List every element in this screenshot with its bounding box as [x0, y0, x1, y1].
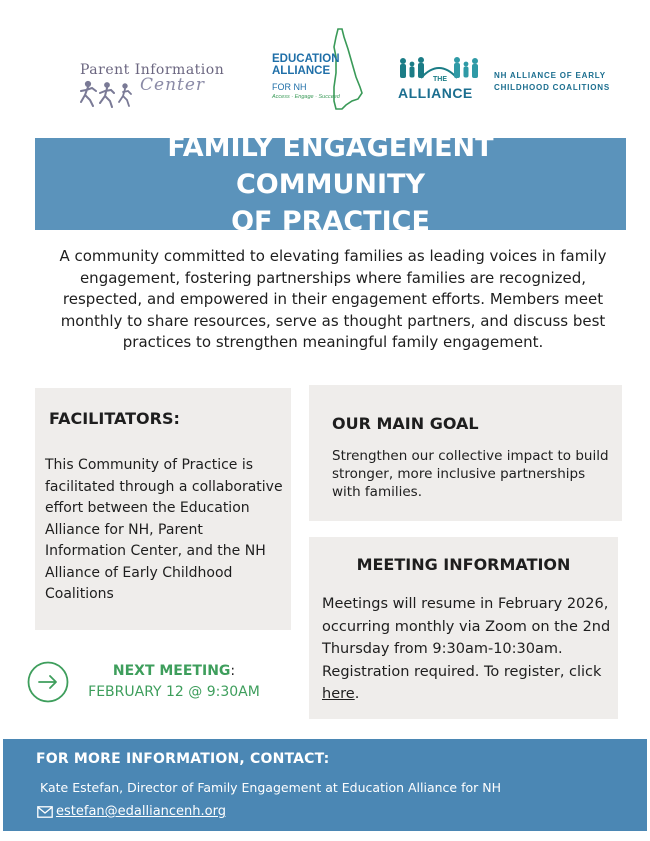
the-alliance-logo	[397, 52, 487, 102]
contact-footer	[3, 739, 647, 831]
footer-heading: FOR MORE INFORMATION, CONTACT:	[36, 751, 330, 767]
alliance-word: ALLIANCE	[398, 85, 473, 101]
next-meeting-date: FEBRUARY 12 @ 9:30AM	[88, 684, 260, 700]
eanh-tagline: Access · Engage · Succeed	[272, 94, 340, 100]
arrow-right-circle-icon	[27, 661, 69, 703]
main-goal-body: Strengthen our collective impact to build stronger, more inclusive partnerships with families.	[332, 448, 609, 500]
meeting-information-body: Meetings will resume in February 2026, occurring monthly via Zoom on the 2nd Thursday from 9:30am-10:30am. Registration required. To register, click here.	[322, 596, 611, 702]
intro-paragraph: A community committed to elevating families as leading voices in family engagement, fostering partnerships where families are recognized, respected, and empowered in their engagement efforts. Members meet monthly to share resources, serve as thought partners, and discuss best practices to strengthen meaningful family engagement.	[59, 247, 607, 351]
meeting-information-heading: MEETING INFORMATION	[356, 555, 571, 574]
pic-logo-name: Parent Information	[80, 62, 225, 78]
running-figures-icon	[80, 78, 140, 108]
next-meeting-label: NEXT MEETING	[112, 663, 231, 679]
page-title: FAMILY ENGAGEMENT COMMUNITY OF PRACTICE	[167, 131, 494, 237]
facilitators-heading: FACILITATORS:	[49, 409, 180, 428]
pic-logo-center: Center	[140, 75, 206, 95]
parent-information-center-logo	[80, 62, 240, 112]
eanh-name: EDUCATION ALLIANCE	[272, 53, 340, 77]
register-link[interactable]: here	[322, 686, 355, 702]
title-banner	[35, 131, 626, 237]
nh-alliance-early-childhood-name: NH ALLIANCE OF EARLY CHILDHOOD COALITIONS	[494, 71, 610, 92]
logo-row	[0, 22, 650, 117]
footer-email-row	[37, 804, 226, 819]
education-alliance-logo	[272, 27, 368, 111]
mail-icon	[37, 806, 53, 818]
main-goal-box	[309, 385, 622, 521]
footer-email-link[interactable]: estefan@edalliancenh.org	[56, 804, 226, 819]
facilitators-box	[35, 388, 291, 630]
alliance-the: THE	[433, 76, 447, 83]
main-goal-heading: OUR MAIN GOAL	[332, 414, 479, 433]
facilitators-body: This Community of Practice is facilitated through a collaborative effort between the Education Alliance for NH, Parent Information Center, and the NH Alliance of Early Childhood Coalitions	[45, 457, 283, 602]
eanh-for-nh: FOR NH	[272, 82, 307, 92]
footer-contact-name: Kate Estefan, Director of Family Engagement at Education Alliance for NH	[40, 780, 501, 795]
next-meeting-colon: :	[230, 663, 236, 679]
next-meeting	[74, 660, 274, 703]
meeting-information-box	[309, 537, 618, 719]
